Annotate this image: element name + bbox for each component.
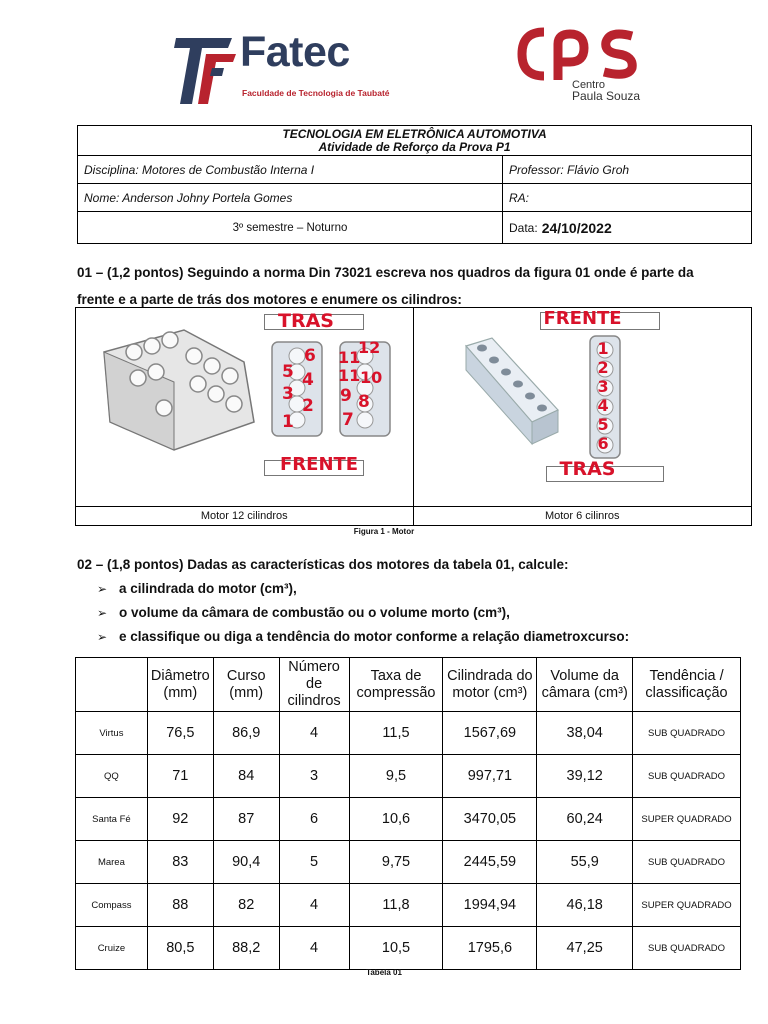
v12-cyl-number: 4 — [302, 370, 314, 390]
table-header: Tendência / classificação — [633, 658, 741, 712]
fatec-wordmark: Fatec — [240, 28, 350, 76]
question-2 — [77, 553, 757, 649]
volume-cell: 46,18 — [537, 884, 633, 927]
list-item-text: e classifique ou diga a tendência do motor conforme a relação diametroxcurso: — [119, 629, 630, 644]
v12-top-label: TRAS — [278, 310, 334, 332]
tendencia-cell: SUB QUADRADO — [633, 927, 741, 970]
table-header: Taxa de compressão — [349, 658, 443, 712]
date-label: Data: — [509, 220, 538, 235]
table-row — [76, 755, 741, 798]
cilindrada-cell: 1994,94 — [443, 884, 537, 927]
taxa-cell: 10,6 — [349, 798, 443, 841]
volume-cell: 60,24 — [537, 798, 633, 841]
i6-cyl-number: 2 — [597, 358, 609, 377]
i6-caption: Motor 6 cilinros — [414, 506, 752, 525]
cilindros-cell: 5 — [279, 841, 349, 884]
diametro-cell: 80,5 — [147, 927, 213, 970]
taxa-cell: 9,75 — [349, 841, 443, 884]
v12-cyl-number: 5 — [282, 362, 294, 382]
i6-bottom-label: TRAS — [559, 458, 616, 480]
table-header — [76, 658, 148, 712]
list-item-text: a cilindrada do motor (cm³), — [119, 581, 297, 596]
fatec-subtitle: Faculdade de Tecnologia de Taubaté — [242, 88, 390, 98]
tendencia-cell: SUB QUADRADO — [633, 755, 741, 798]
taxa-cell: 10,5 — [349, 927, 443, 970]
table-header: Volume da câmara (cm³) — [537, 658, 633, 712]
arrow-bullet-icon: ➢ — [97, 630, 108, 644]
discipline-field: Disciplina: Motores de Combustão Interna I — [78, 156, 503, 183]
question-2-list — [97, 577, 757, 649]
header-table — [77, 125, 752, 244]
table-row — [76, 841, 741, 884]
curso-cell: 86,9 — [213, 712, 279, 755]
v12-cyl-number: 9 — [340, 386, 352, 406]
date-value: 24/10/2022 — [541, 219, 612, 236]
i6-engine-illustration — [462, 336, 562, 446]
list-item — [97, 577, 757, 601]
cps-logo — [514, 22, 644, 104]
question-1-text — [77, 259, 757, 313]
figure-1-box — [75, 307, 752, 526]
cilindrada-cell: 997,71 — [443, 755, 537, 798]
engine-name-cell: Virtus — [76, 712, 148, 755]
header-title-cell — [78, 126, 751, 155]
table-header: Curso (mm) — [213, 658, 279, 712]
list-item — [97, 601, 757, 625]
fatec-emblem-icon — [172, 34, 242, 108]
cilindros-cell: 6 — [279, 798, 349, 841]
i6-cyl-number: 3 — [597, 377, 609, 396]
student-name-field: Nome: Anderson Johny Portela Gomes — [78, 184, 503, 211]
list-item — [97, 625, 757, 649]
v12-cyl-number: 10 — [360, 368, 383, 387]
volume-cell: 55,9 — [537, 841, 633, 884]
activity-title: Atividade de Reforço da Prova P1 — [318, 139, 511, 154]
v12-bottom-label: FRENTE — [280, 454, 359, 475]
question-1-line2: frente e a parte de trás dos motores e enumere os cilindros: — [77, 292, 462, 307]
diametro-cell: 88 — [147, 884, 213, 927]
v12-cyl-number: 3 — [282, 384, 294, 404]
cilindrada-cell: 3470,05 — [443, 798, 537, 841]
engine-name-cell: Compass — [76, 884, 148, 927]
cilindros-cell: 4 — [279, 884, 349, 927]
i6-cyl-number: 6 — [597, 434, 609, 453]
v12-cyl-number: 6 — [304, 346, 316, 366]
volume-cell: 38,04 — [537, 712, 633, 755]
table-header: Diâmetro (mm) — [147, 658, 213, 712]
diametro-cell: 71 — [147, 755, 213, 798]
cilindros-cell: 4 — [279, 712, 349, 755]
v12-cyl-number: 2 — [302, 396, 314, 416]
v12-cyl-number: 12 — [358, 338, 381, 357]
cilindrada-cell: 1795,6 — [443, 927, 537, 970]
curso-cell: 90,4 — [213, 841, 279, 884]
v12-cyl-number: 1 — [282, 412, 294, 432]
ra-field: RA: — [509, 190, 530, 205]
table-row — [76, 712, 741, 755]
cilindros-cell: 3 — [279, 755, 349, 798]
i6-cyl-number: 4 — [597, 396, 609, 415]
i6-top-label: FRENTE — [543, 308, 622, 329]
cilindrada-cell: 1567,69 — [443, 712, 537, 755]
diametro-cell: 92 — [147, 798, 213, 841]
cps-subtitle-line1: Centro — [572, 79, 606, 91]
curso-cell: 84 — [213, 755, 279, 798]
arrow-bullet-icon: ➢ — [97, 582, 108, 596]
curso-cell: 82 — [213, 884, 279, 927]
table-01-label: Tabela 01 — [366, 968, 402, 977]
cilindrada-cell: 2445,59 — [443, 841, 537, 884]
taxa-cell: 9,5 — [349, 755, 443, 798]
arrow-bullet-icon: ➢ — [97, 606, 108, 620]
question-2-title: 02 – (1,8 pontos) Dadas as características dos motores da tabela 01, calcule: — [77, 557, 569, 572]
table-header: Cilindrada do motor (cm³) — [443, 658, 537, 712]
tendencia-cell: SUPER QUADRADO — [633, 798, 741, 841]
fatec-logo — [172, 28, 390, 110]
taxa-cell: 11,5 — [349, 712, 443, 755]
volume-cell: 47,25 — [537, 927, 633, 970]
diametro-cell: 83 — [147, 841, 213, 884]
engine-name-cell: QQ — [76, 755, 148, 798]
semester-field: 3º semestre – Noturno — [78, 212, 503, 243]
engine-data-table — [75, 657, 741, 970]
figure-i6-cell — [414, 308, 752, 525]
cps-emblem-icon — [514, 22, 644, 82]
cilindros-cell: 4 — [279, 927, 349, 970]
volume-cell: 39,12 — [537, 755, 633, 798]
question-1-line1: 01 – (1,2 pontos) Seguindo a norma Din 73021 escreva nos quadros da figura 01 onde é parte da — [77, 265, 694, 280]
table-header-row — [76, 658, 741, 712]
v12-cyl-number: 11 — [338, 366, 361, 385]
professor-field: Professor: Flávio Groh — [509, 162, 630, 177]
course-title: TECNOLOGIA EM ELETRÔNICA AUTOMOTIVA — [282, 126, 547, 141]
date-field — [503, 212, 751, 243]
diametro-cell: 76,5 — [147, 712, 213, 755]
v12-cyl-number: 11 — [338, 348, 361, 367]
figure-v12-cell — [76, 308, 414, 525]
table-row — [76, 927, 741, 970]
curso-cell: 87 — [213, 798, 279, 841]
v12-cyl-number: 8 — [358, 392, 370, 412]
taxa-cell: 11,8 — [349, 884, 443, 927]
curso-cell: 88,2 — [213, 927, 279, 970]
tendencia-cell: SUB QUADRADO — [633, 841, 741, 884]
figure-1-label: Figura 1 - Motor — [353, 527, 415, 536]
cps-subtitle-line2: Paula Souza — [572, 89, 641, 103]
i6-cyl-number: 1 — [597, 339, 609, 358]
v12-caption: Motor 12 cilindros — [76, 506, 413, 525]
table-row — [76, 884, 741, 927]
table-header: Número de cilindros — [279, 658, 349, 712]
tendencia-cell: SUB QUADRADO — [633, 712, 741, 755]
list-item-text: o volume da câmara de combustão ou o volume morto (cm³), — [119, 605, 510, 620]
v12-engine-illustration — [94, 322, 266, 452]
engine-name-cell: Marea — [76, 841, 148, 884]
engine-name-cell: Santa Fé — [76, 798, 148, 841]
tendencia-cell: SUPER QUADRADO — [633, 884, 741, 927]
engine-name-cell: Cruize — [76, 927, 148, 970]
i6-cyl-number: 5 — [597, 415, 609, 434]
table-row — [76, 798, 741, 841]
v12-cyl-number: 7 — [342, 410, 354, 430]
